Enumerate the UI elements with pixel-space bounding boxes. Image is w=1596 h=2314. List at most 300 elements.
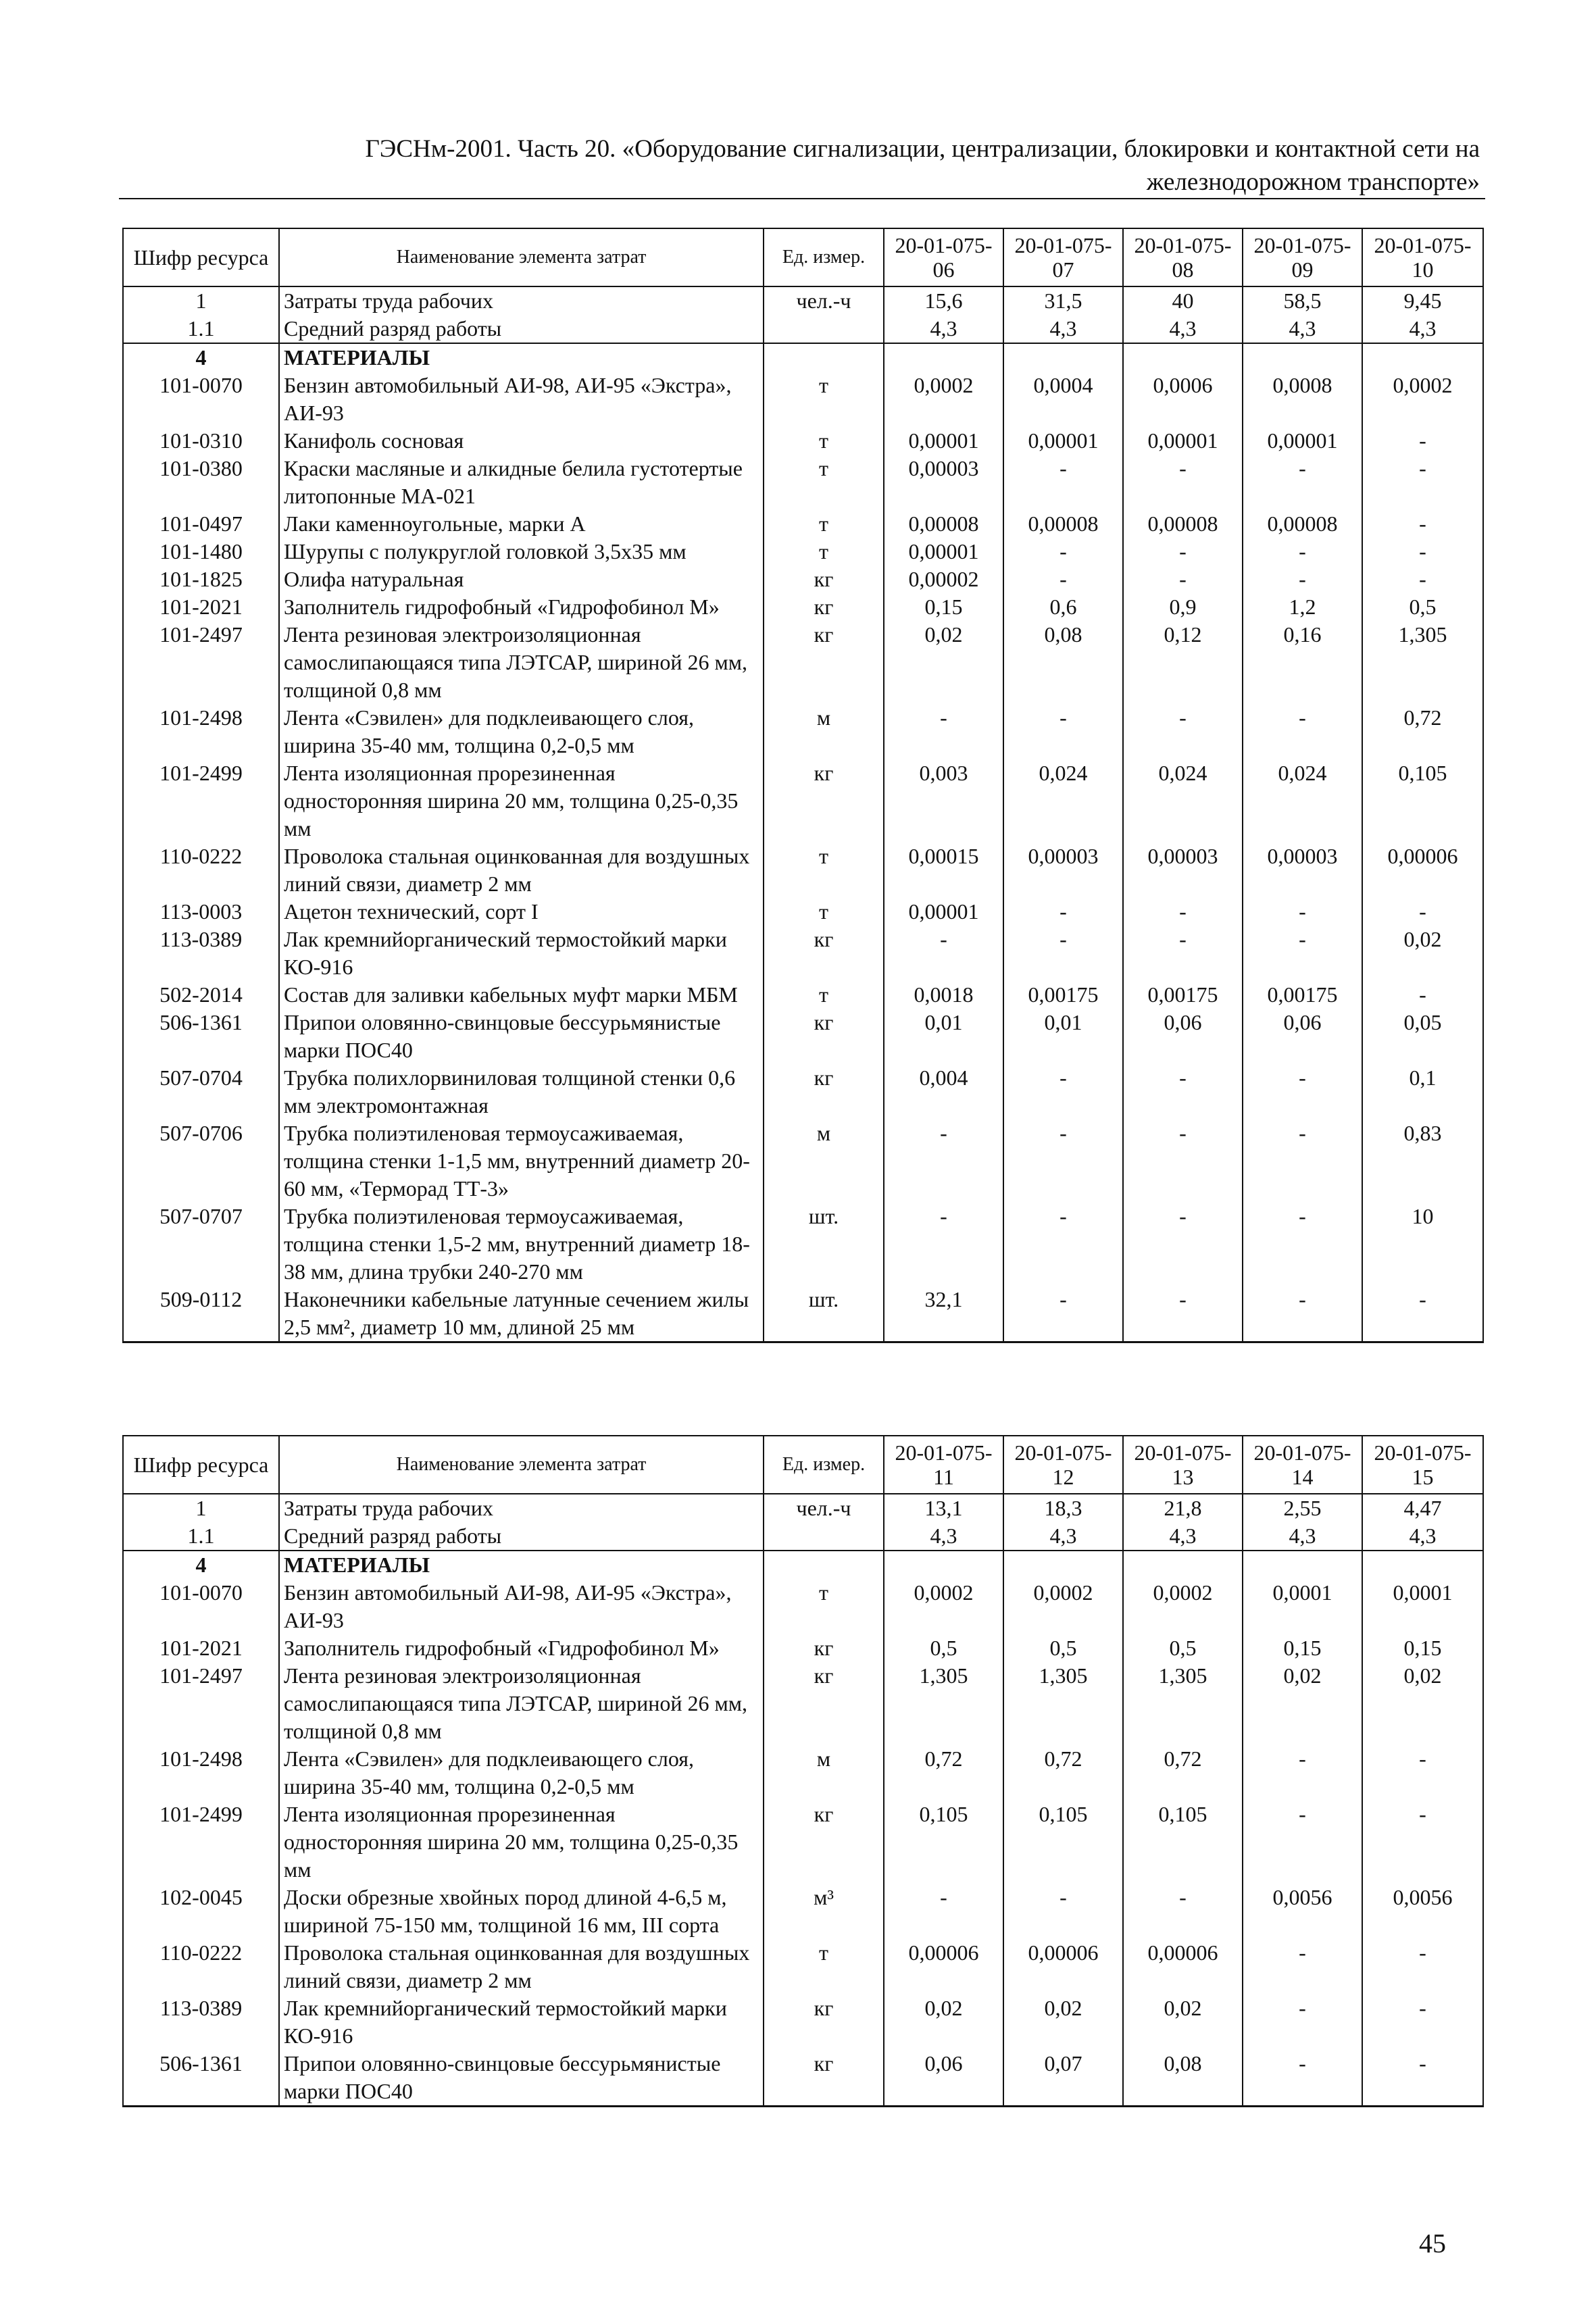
rate-value-cell: 4,3 bbox=[1123, 1522, 1243, 1551]
rate-value-cell: 0,08 bbox=[1003, 621, 1123, 704]
rate-value-cell bbox=[1243, 1551, 1362, 1579]
table-row bbox=[123, 1009, 1483, 1064]
resource-code-cell: 101-2021 bbox=[123, 593, 279, 621]
rate-value-cell bbox=[884, 343, 1003, 372]
resource-code-cell: 113-0003 bbox=[123, 898, 279, 926]
table-row bbox=[123, 1203, 1483, 1286]
cost-item-name-cell: Состав для заливки кабельных муфт марки МБМ bbox=[279, 981, 764, 1009]
resource-code-cell: 509-0112 bbox=[123, 1286, 279, 1342]
rate-value-cell: 9,45 bbox=[1362, 286, 1483, 315]
rate-value-cell: 0,00175 bbox=[1123, 981, 1243, 1009]
rate-value-cell: 0,02 bbox=[884, 1994, 1003, 2050]
rate-value-cell: 0,0056 bbox=[1362, 1884, 1483, 1939]
rate-value-cell: 0,5 bbox=[1123, 1634, 1243, 1662]
rate-value-cell: 1,305 bbox=[884, 1662, 1003, 1745]
rate-value-cell: 0,0002 bbox=[884, 1579, 1003, 1634]
col-header-rate: 20-01-075-15 bbox=[1362, 1436, 1483, 1494]
rate-value-cell: 0,0004 bbox=[1003, 372, 1123, 427]
rate-value-cell: - bbox=[1243, 704, 1362, 759]
rate-value-cell: - bbox=[1362, 981, 1483, 1009]
rate-value-cell: - bbox=[1123, 1203, 1243, 1286]
table-row bbox=[123, 1634, 1483, 1662]
table-row bbox=[123, 1286, 1483, 1342]
rate-value-cell: - bbox=[1243, 1064, 1362, 1120]
rate-value-cell: 0,15 bbox=[884, 593, 1003, 621]
cost-item-name-cell: Канифоль сосновая bbox=[279, 427, 764, 455]
rate-value-cell: 0,00001 bbox=[1003, 427, 1123, 455]
table-row bbox=[123, 1064, 1483, 1120]
rate-value-cell: - bbox=[1362, 427, 1483, 455]
table-body bbox=[123, 1494, 1483, 2107]
unit-cell: кг bbox=[764, 1634, 884, 1662]
unit-cell: т bbox=[764, 842, 884, 898]
unit-cell bbox=[764, 315, 884, 343]
rate-value-cell: 0,06 bbox=[1243, 1009, 1362, 1064]
table-row bbox=[123, 565, 1483, 593]
rate-value-cell: 0,0018 bbox=[884, 981, 1003, 1009]
col-header-name: Наименование элемента затрат bbox=[279, 1436, 764, 1494]
rate-value-cell: 4,3 bbox=[884, 315, 1003, 343]
cost-item-name-cell: Лента «Сэвилен» для подклеивающего слоя, ширина 35-40 мм, толщина 0,2-0,5 мм bbox=[279, 1745, 764, 1801]
table-row bbox=[123, 621, 1483, 704]
rate-value-cell: 4,3 bbox=[1003, 1522, 1123, 1551]
cost-item-name-cell: Лента резиновая электроизоляционная самослипающаяся типа ЛЭТСАР, шириной 26 мм, толщиной 0,8 мм bbox=[279, 621, 764, 704]
cost-item-name-cell: Заполнитель гидрофобный «Гидрофобинол М» bbox=[279, 1634, 764, 1662]
cost-item-name-cell: Ацетон технический, сорт I bbox=[279, 898, 764, 926]
rate-value-cell: - bbox=[1243, 1120, 1362, 1203]
unit-cell: кг bbox=[764, 1662, 884, 1745]
cost-item-name-cell: Трубка полиэтиленовая термоусаживаемая, толщина стенки 1,5-2 мм, внутренний диаметр 18-38 мм, длина трубки 240-270 мм bbox=[279, 1203, 764, 1286]
unit-cell: т bbox=[764, 1939, 884, 1994]
cost-item-name-cell: Лак кремнийорганический термостойкий марки КО-916 bbox=[279, 1994, 764, 2050]
rate-value-cell: 0,105 bbox=[1362, 759, 1483, 842]
resource-code-cell: 110-0222 bbox=[123, 842, 279, 898]
resource-code-cell: 101-1480 bbox=[123, 538, 279, 565]
unit-cell: т bbox=[764, 1579, 884, 1634]
rate-value-cell: 0,72 bbox=[1362, 704, 1483, 759]
rate-value-cell: 1,305 bbox=[1123, 1662, 1243, 1745]
unit-cell: кг bbox=[764, 1009, 884, 1064]
col-header-rate: 20-01-075-06 bbox=[884, 228, 1003, 286]
rate-value-cell: 58,5 bbox=[1243, 286, 1362, 315]
resource-code-cell: 101-2497 bbox=[123, 1662, 279, 1745]
cost-item-name-cell: Доски обрезные хвойных пород длиной 4-6,5 м, шириной 75-150 мм, толщиной 16 мм, III сорта bbox=[279, 1884, 764, 1939]
rate-value-cell: 0,105 bbox=[1003, 1801, 1123, 1884]
cost-item-name-cell: Средний разряд работы bbox=[279, 315, 764, 343]
resource-code-cell: 113-0389 bbox=[123, 1994, 279, 2050]
rate-value-cell: 0,00006 bbox=[884, 1939, 1003, 1994]
unit-cell: т bbox=[764, 372, 884, 427]
cost-item-name-cell: Трубка полиэтиленовая термоусаживаемая, толщина стенки 1-1,5 мм, внутренний диаметр 20-60 мм, «Терморад ТТ-3» bbox=[279, 1120, 764, 1203]
rate-value-cell: 0,00006 bbox=[1123, 1939, 1243, 1994]
rate-value-cell: - bbox=[1003, 1064, 1123, 1120]
resource-code-cell: 1.1 bbox=[123, 1522, 279, 1551]
rate-value-cell: 10 bbox=[1362, 1203, 1483, 1286]
rate-value-cell: 0,00006 bbox=[1003, 1939, 1123, 1994]
cost-item-name-cell: Затраты труда рабочих bbox=[279, 286, 764, 315]
col-header-rate: 20-01-075-09 bbox=[1243, 228, 1362, 286]
unit-cell: м bbox=[764, 1745, 884, 1801]
rate-value-cell: 0,00175 bbox=[1003, 981, 1123, 1009]
unit-cell: т bbox=[764, 981, 884, 1009]
rate-value-cell: 0,00003 bbox=[1123, 842, 1243, 898]
table-row bbox=[123, 1579, 1483, 1634]
rate-value-cell: - bbox=[1003, 455, 1123, 510]
rate-value-cell: - bbox=[1003, 1120, 1123, 1203]
rate-value-cell: 0,9 bbox=[1123, 593, 1243, 621]
table-row bbox=[123, 1745, 1483, 1801]
table-body bbox=[123, 286, 1483, 1342]
rate-value-cell: - bbox=[1243, 926, 1362, 981]
rate-value-cell: - bbox=[1362, 1939, 1483, 1994]
rate-value-cell: 1,2 bbox=[1243, 593, 1362, 621]
rate-value-cell bbox=[884, 1551, 1003, 1579]
rate-value-cell: 0,05 bbox=[1362, 1009, 1483, 1064]
rate-value-cell: 0,72 bbox=[1123, 1745, 1243, 1801]
rate-value-cell: 4,3 bbox=[1362, 1522, 1483, 1551]
rate-value-cell: - bbox=[884, 1203, 1003, 1286]
rate-value-cell: 0,15 bbox=[1362, 1634, 1483, 1662]
rate-value-cell: - bbox=[1243, 1801, 1362, 1884]
table-header-row bbox=[123, 228, 1483, 286]
cost-item-name-cell: Припои оловянно-свинцовые бессурьмянистые марки ПОС40 bbox=[279, 2050, 764, 2107]
rate-value-cell: - bbox=[1362, 1994, 1483, 2050]
page-number: 45 bbox=[1419, 2228, 1446, 2259]
cost-item-name-cell: Проволока стальная оцинкованная для воздушных линий связи, диаметр 2 мм bbox=[279, 1939, 764, 1994]
unit-cell: кг bbox=[764, 2050, 884, 2107]
rate-value-cell: 0,00008 bbox=[884, 510, 1003, 538]
cost-item-name-cell: Средний разряд работы bbox=[279, 1522, 764, 1551]
col-header-rate: 20-01-075-12 bbox=[1003, 1436, 1123, 1494]
resource-code-cell: 101-2497 bbox=[123, 621, 279, 704]
col-header-code: Шифр ресурса bbox=[123, 228, 279, 286]
table-row bbox=[123, 427, 1483, 455]
rate-value-cell bbox=[1362, 1551, 1483, 1579]
rate-value-cell: 0,0002 bbox=[1123, 1579, 1243, 1634]
rate-value-cell: - bbox=[1123, 565, 1243, 593]
rate-value-cell: 0,00008 bbox=[1123, 510, 1243, 538]
resource-code-cell: 4 bbox=[123, 1551, 279, 1579]
resource-code-cell: 101-0070 bbox=[123, 1579, 279, 1634]
col-header-code: Шифр ресурса bbox=[123, 1436, 279, 1494]
table-row bbox=[123, 1551, 1483, 1579]
rate-value-cell: 0,0002 bbox=[1003, 1579, 1123, 1634]
rate-value-cell: 0,003 bbox=[884, 759, 1003, 842]
table-row bbox=[123, 538, 1483, 565]
rate-value-cell: 0,00003 bbox=[884, 455, 1003, 510]
rate-value-cell: 0,1 bbox=[1362, 1064, 1483, 1120]
table-row bbox=[123, 510, 1483, 538]
resource-code-cell: 507-0707 bbox=[123, 1203, 279, 1286]
cost-item-name-cell: Заполнитель гидрофобный «Гидрофобинол М» bbox=[279, 593, 764, 621]
cost-item-name-cell: Шурупы с полукруглой головкой 3,5х35 мм bbox=[279, 538, 764, 565]
resource-code-cell: 101-0070 bbox=[123, 372, 279, 427]
rate-value-cell: 0,00008 bbox=[1003, 510, 1123, 538]
rate-value-cell: - bbox=[1362, 455, 1483, 510]
rate-value-cell bbox=[1123, 1551, 1243, 1579]
rate-value-cell: - bbox=[1003, 898, 1123, 926]
rate-value-cell: 0,00006 bbox=[1362, 842, 1483, 898]
rate-value-cell: 0,0008 bbox=[1243, 372, 1362, 427]
rate-value-cell: 0,0001 bbox=[1243, 1579, 1362, 1634]
rate-value-cell: - bbox=[1003, 704, 1123, 759]
rate-value-cell: 0,00008 bbox=[1243, 510, 1362, 538]
rate-value-cell: 4,47 bbox=[1362, 1494, 1483, 1522]
resource-code-cell: 101-2499 bbox=[123, 759, 279, 842]
cost-item-name-cell: МАТЕРИАЛЫ bbox=[279, 1551, 764, 1579]
cost-item-name-cell: Лаки каменноугольные, марки А bbox=[279, 510, 764, 538]
rate-value-cell: - bbox=[1243, 898, 1362, 926]
rate-value-cell bbox=[1243, 343, 1362, 372]
rate-value-cell: - bbox=[1243, 2050, 1362, 2107]
rate-value-cell: 0,00015 bbox=[884, 842, 1003, 898]
rate-value-cell: 0,5 bbox=[1362, 593, 1483, 621]
resource-code-cell: 1.1 bbox=[123, 315, 279, 343]
rate-value-cell: 0,024 bbox=[1123, 759, 1243, 842]
rate-value-cell: 2,55 bbox=[1243, 1494, 1362, 1522]
rate-value-cell: 18,3 bbox=[1003, 1494, 1123, 1522]
rate-value-cell: 4,3 bbox=[1362, 315, 1483, 343]
rate-value-cell: 0,72 bbox=[884, 1745, 1003, 1801]
rate-value-cell: 0,00175 bbox=[1243, 981, 1362, 1009]
resource-code-cell: 102-0045 bbox=[123, 1884, 279, 1939]
resource-code-cell: 507-0706 bbox=[123, 1120, 279, 1203]
rate-value-cell: - bbox=[884, 1120, 1003, 1203]
rate-value-cell: 0,16 bbox=[1243, 621, 1362, 704]
unit-cell: м³ bbox=[764, 1884, 884, 1939]
unit-cell: м bbox=[764, 704, 884, 759]
table-row bbox=[123, 1884, 1483, 1939]
cost-item-name-cell: Краски масляные и алкидные белила густотертые литопонные МА-021 bbox=[279, 455, 764, 510]
rate-value-cell: - bbox=[884, 1884, 1003, 1939]
table-row bbox=[123, 1939, 1483, 1994]
resource-code-cell: 502-2014 bbox=[123, 981, 279, 1009]
cost-table-2 bbox=[122, 1435, 1484, 2107]
rate-value-cell: 0,08 bbox=[1123, 2050, 1243, 2107]
rate-value-cell: - bbox=[1243, 1286, 1362, 1342]
rate-value-cell: 0,004 bbox=[884, 1064, 1003, 1120]
cost-item-name-cell: Олифа натуральная bbox=[279, 565, 764, 593]
resource-code-cell: 101-2498 bbox=[123, 1745, 279, 1801]
table-row bbox=[123, 842, 1483, 898]
header-line-2: железнодорожном транспорте» bbox=[1146, 168, 1480, 196]
rate-value-cell: - bbox=[1123, 1120, 1243, 1203]
rate-value-cell: 0,02 bbox=[1243, 1662, 1362, 1745]
rate-value-cell: - bbox=[1362, 898, 1483, 926]
rate-value-cell: - bbox=[1003, 926, 1123, 981]
resource-code-cell: 101-2498 bbox=[123, 704, 279, 759]
rate-value-cell: - bbox=[1243, 1203, 1362, 1286]
rate-value-cell: - bbox=[1123, 898, 1243, 926]
cost-item-name-cell: Трубка полихлорвиниловая толщиной стенки 0,6 мм электромонтажная bbox=[279, 1064, 764, 1120]
rate-value-cell: - bbox=[1362, 510, 1483, 538]
rate-value-cell: 0,00003 bbox=[1243, 842, 1362, 898]
rate-value-cell: - bbox=[1362, 538, 1483, 565]
rate-value-cell: 0,01 bbox=[1003, 1009, 1123, 1064]
cost-table-1 bbox=[122, 228, 1484, 1343]
col-header-rate: 20-01-075-10 bbox=[1362, 228, 1483, 286]
rate-value-cell: - bbox=[1362, 1286, 1483, 1342]
table-row bbox=[123, 898, 1483, 926]
rate-value-cell: 40 bbox=[1123, 286, 1243, 315]
rate-value-cell bbox=[1362, 343, 1483, 372]
rate-value-cell: 0,00002 bbox=[884, 565, 1003, 593]
resource-code-cell: 101-0310 bbox=[123, 427, 279, 455]
rate-value-cell: 0,0002 bbox=[1362, 372, 1483, 427]
rate-value-cell: - bbox=[1362, 565, 1483, 593]
unit-cell: кг bbox=[764, 1994, 884, 2050]
rate-value-cell: 0,00001 bbox=[884, 427, 1003, 455]
table-row bbox=[123, 1494, 1483, 1522]
unit-cell: кг bbox=[764, 759, 884, 842]
rate-value-cell: - bbox=[1123, 1286, 1243, 1342]
rate-value-cell: - bbox=[1243, 538, 1362, 565]
rate-value-cell: 0,02 bbox=[1123, 1994, 1243, 2050]
table-row bbox=[123, 2050, 1483, 2107]
rate-value-cell: 0,0056 bbox=[1243, 1884, 1362, 1939]
col-header-rate: 20-01-075-11 bbox=[884, 1436, 1003, 1494]
unit-cell: кг bbox=[764, 1064, 884, 1120]
rate-value-cell: - bbox=[1243, 455, 1362, 510]
cost-item-name-cell: Лента изоляционная прорезиненная односторонняя ширина 20 мм, толщина 0,25-0,35 мм bbox=[279, 759, 764, 842]
unit-cell: кг bbox=[764, 593, 884, 621]
rate-value-cell: - bbox=[1123, 926, 1243, 981]
rate-value-cell: - bbox=[1243, 1994, 1362, 2050]
cost-item-name-cell: МАТЕРИАЛЫ bbox=[279, 343, 764, 372]
col-header-unit: Ед. измер. bbox=[764, 228, 884, 286]
rate-value-cell: 0,06 bbox=[884, 2050, 1003, 2107]
unit-cell: т bbox=[764, 510, 884, 538]
rate-value-cell: 0,5 bbox=[1003, 1634, 1123, 1662]
header-rule bbox=[119, 198, 1485, 199]
rate-value-cell: 0,105 bbox=[1123, 1801, 1243, 1884]
rate-value-cell: 0,15 bbox=[1243, 1634, 1362, 1662]
rate-value-cell: 0,00001 bbox=[884, 538, 1003, 565]
table-row bbox=[123, 372, 1483, 427]
unit-cell: т bbox=[764, 455, 884, 510]
rate-value-cell: - bbox=[1243, 565, 1362, 593]
cost-item-name-cell: Затраты труда рабочих bbox=[279, 1494, 764, 1522]
rate-value-cell bbox=[1003, 1551, 1123, 1579]
rate-value-cell: 1,305 bbox=[1362, 621, 1483, 704]
rate-value-cell: 0,12 bbox=[1123, 621, 1243, 704]
resource-code-cell: 101-0497 bbox=[123, 510, 279, 538]
rate-value-cell: 0,024 bbox=[1003, 759, 1123, 842]
rate-value-cell: 0,5 bbox=[884, 1634, 1003, 1662]
rate-value-cell: 0,83 bbox=[1362, 1120, 1483, 1203]
unit-cell: м bbox=[764, 1120, 884, 1203]
unit-cell: шт. bbox=[764, 1286, 884, 1342]
table-row bbox=[123, 1801, 1483, 1884]
rate-value-cell: 0,00001 bbox=[884, 898, 1003, 926]
unit-cell: кг bbox=[764, 621, 884, 704]
rate-value-cell: - bbox=[1362, 1745, 1483, 1801]
table-row bbox=[123, 343, 1483, 372]
rate-value-cell: 13,1 bbox=[884, 1494, 1003, 1522]
rate-value-cell: 15,6 bbox=[884, 286, 1003, 315]
rate-value-cell: 0,00001 bbox=[1123, 427, 1243, 455]
unit-cell bbox=[764, 1522, 884, 1551]
table-row bbox=[123, 315, 1483, 343]
rate-value-cell: 0,01 bbox=[884, 1009, 1003, 1064]
cost-item-name-cell: Припои оловянно-свинцовые бессурьмянистые марки ПОС40 bbox=[279, 1009, 764, 1064]
unit-cell: шт. bbox=[764, 1203, 884, 1286]
rate-value-cell: 0,02 bbox=[1003, 1994, 1123, 2050]
cost-item-name-cell: Наконечники кабельные латунные сечением жилы 2,5 мм², диаметр 10 мм, длиной 25 мм bbox=[279, 1286, 764, 1342]
rate-value-cell: 0,00003 bbox=[1003, 842, 1123, 898]
rate-value-cell: 0,02 bbox=[884, 621, 1003, 704]
rate-value-cell: 4,3 bbox=[884, 1522, 1003, 1551]
rate-value-cell: 4,3 bbox=[1123, 315, 1243, 343]
unit-cell: чел.-ч bbox=[764, 286, 884, 315]
rate-value-cell: - bbox=[1003, 565, 1123, 593]
rate-value-cell: - bbox=[884, 926, 1003, 981]
cost-item-name-cell: Бензин автомобильный АИ-98, АИ-95 «Экстра», АИ-93 bbox=[279, 1579, 764, 1634]
resource-code-cell: 506-1361 bbox=[123, 2050, 279, 2107]
unit-cell bbox=[764, 343, 884, 372]
rate-value-cell: 0,00001 bbox=[1243, 427, 1362, 455]
page-header bbox=[223, 132, 1480, 199]
rate-value-cell: - bbox=[1123, 455, 1243, 510]
table-row bbox=[123, 1120, 1483, 1203]
rate-value-cell: 0,024 bbox=[1243, 759, 1362, 842]
rate-value-cell: 0,06 bbox=[1123, 1009, 1243, 1064]
resource-code-cell: 507-0704 bbox=[123, 1064, 279, 1120]
rate-value-cell: 31,5 bbox=[1003, 286, 1123, 315]
resource-code-cell: 1 bbox=[123, 286, 279, 315]
col-header-name: Наименование элемента затрат bbox=[279, 228, 764, 286]
header-line-1: ГЭСНм-2001. Часть 20. «Оборудование сигнализации, централизации, блокировки и контактной сети на bbox=[365, 135, 1480, 163]
unit-cell: кг bbox=[764, 1801, 884, 1884]
rate-value-cell: 0,07 bbox=[1003, 2050, 1123, 2107]
table-row bbox=[123, 1522, 1483, 1551]
rate-value-cell: 32,1 bbox=[884, 1286, 1003, 1342]
table-row bbox=[123, 1662, 1483, 1745]
resource-code-cell: 506-1361 bbox=[123, 1009, 279, 1064]
cost-item-name-cell: Лента резиновая электроизоляционная самослипающаяся типа ЛЭТСАР, шириной 26 мм, толщиной 0,8 мм bbox=[279, 1662, 764, 1745]
rate-value-cell: 0,0001 bbox=[1362, 1579, 1483, 1634]
rate-value-cell: 0,72 bbox=[1003, 1745, 1123, 1801]
resource-code-cell: 101-1825 bbox=[123, 565, 279, 593]
rate-value-cell: 0,0002 bbox=[884, 372, 1003, 427]
rate-value-cell: 1,305 bbox=[1003, 1662, 1123, 1745]
rate-value-cell: - bbox=[1003, 1203, 1123, 1286]
resource-code-cell: 101-2021 bbox=[123, 1634, 279, 1662]
rate-value-cell: 0,02 bbox=[1362, 1662, 1483, 1745]
rate-value-cell: 0,02 bbox=[1362, 926, 1483, 981]
rate-value-cell bbox=[1003, 343, 1123, 372]
resource-code-cell: 101-2499 bbox=[123, 1801, 279, 1884]
rate-value-cell: 0,0006 bbox=[1123, 372, 1243, 427]
unit-cell: чел.-ч bbox=[764, 1494, 884, 1522]
rate-value-cell: - bbox=[1003, 538, 1123, 565]
rate-value-cell: 4,3 bbox=[1003, 315, 1123, 343]
rate-value-cell: - bbox=[1362, 2050, 1483, 2107]
rate-value-cell bbox=[1123, 343, 1243, 372]
table-row bbox=[123, 455, 1483, 510]
table-row bbox=[123, 926, 1483, 981]
col-header-unit: Ед. измер. bbox=[764, 1436, 884, 1494]
rate-value-cell: - bbox=[1003, 1884, 1123, 1939]
rate-value-cell: - bbox=[1123, 1884, 1243, 1939]
rate-value-cell: 0,6 bbox=[1003, 593, 1123, 621]
resource-code-cell: 110-0222 bbox=[123, 1939, 279, 1994]
resource-code-cell: 1 bbox=[123, 1494, 279, 1522]
unit-cell: т bbox=[764, 427, 884, 455]
rate-value-cell: - bbox=[1123, 538, 1243, 565]
rate-value-cell: - bbox=[1003, 1286, 1123, 1342]
table-row bbox=[123, 593, 1483, 621]
